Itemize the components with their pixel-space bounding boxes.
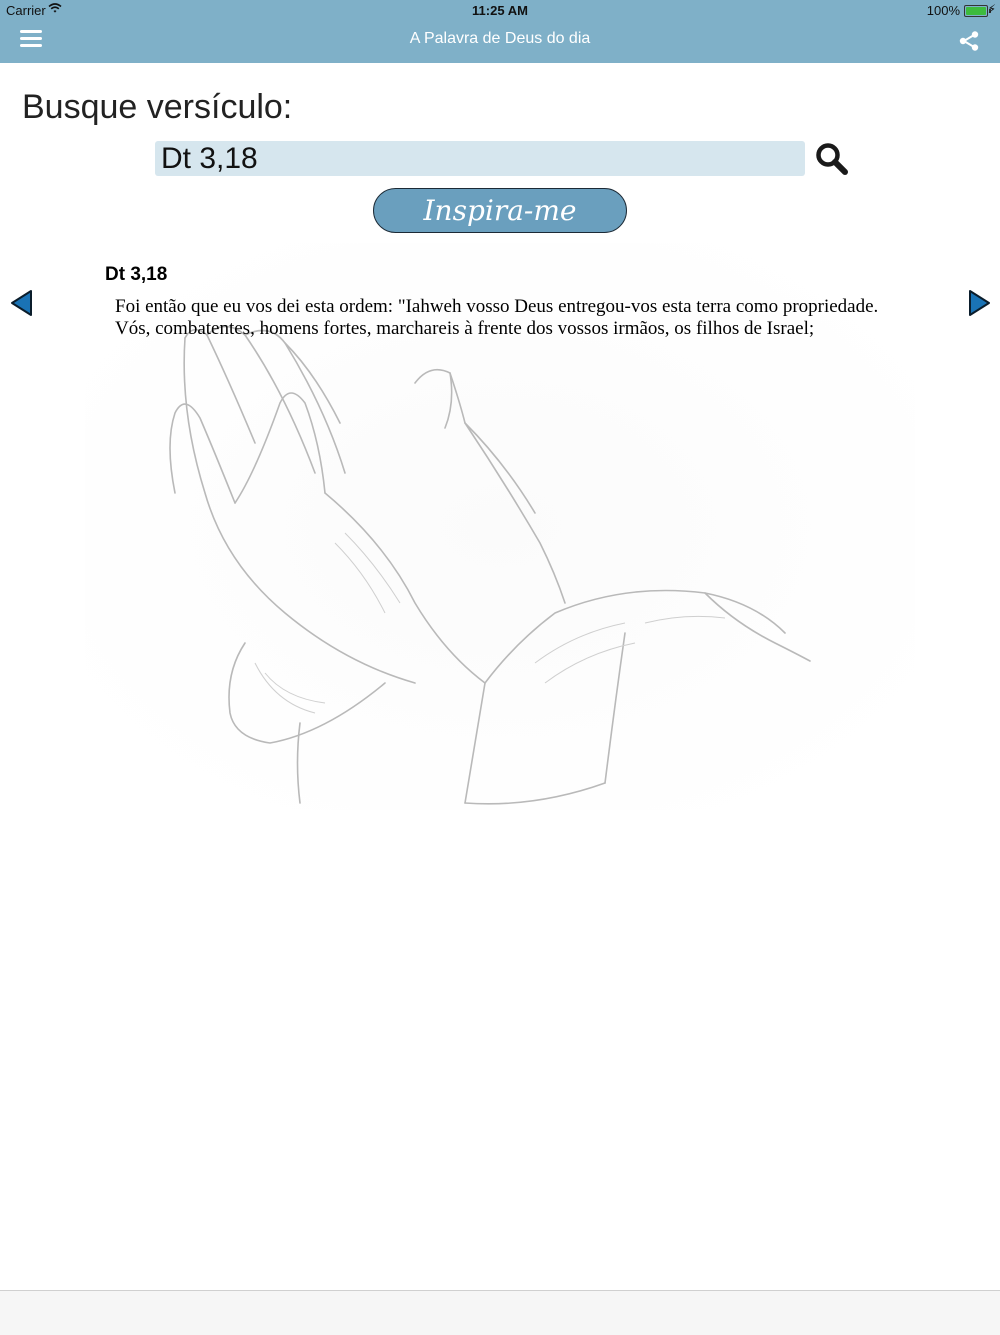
page-title: A Palavra de Deus do dia [409, 30, 591, 47]
search-heading: Busque versículo: [22, 88, 293, 126]
battery-percent: 100% [926, 3, 960, 18]
share-icon[interactable] [958, 30, 980, 52]
search-icon[interactable] [815, 142, 849, 176]
navigation-bar [0, 0, 1000, 63]
arrow-left-icon[interactable] [9, 288, 35, 318]
bottom-toolbar [0, 1290, 1000, 1335]
carrier-label: Carrier [6, 3, 46, 18]
arrow-right-icon[interactable] [966, 288, 992, 318]
charging-icon: ⚡ [987, 2, 996, 16]
inspire-button[interactable]: Inspira-me [373, 188, 627, 233]
clock: 11:25 AM [472, 3, 528, 18]
battery-icon [964, 5, 988, 17]
verse-reference: Dt 3,18 [105, 264, 168, 285]
verse-text: Foi então que eu vos dei esta ordem: "Iahweh vosso Deus entregou-vos esta terra como propriedade. Vós, combatentes, homens fortes, marchareis à frente dos vossos irmãos, os filhos de Israel; [115, 296, 879, 339]
status-bar [0, 0, 1000, 22]
verse-search-input[interactable] [155, 141, 805, 176]
